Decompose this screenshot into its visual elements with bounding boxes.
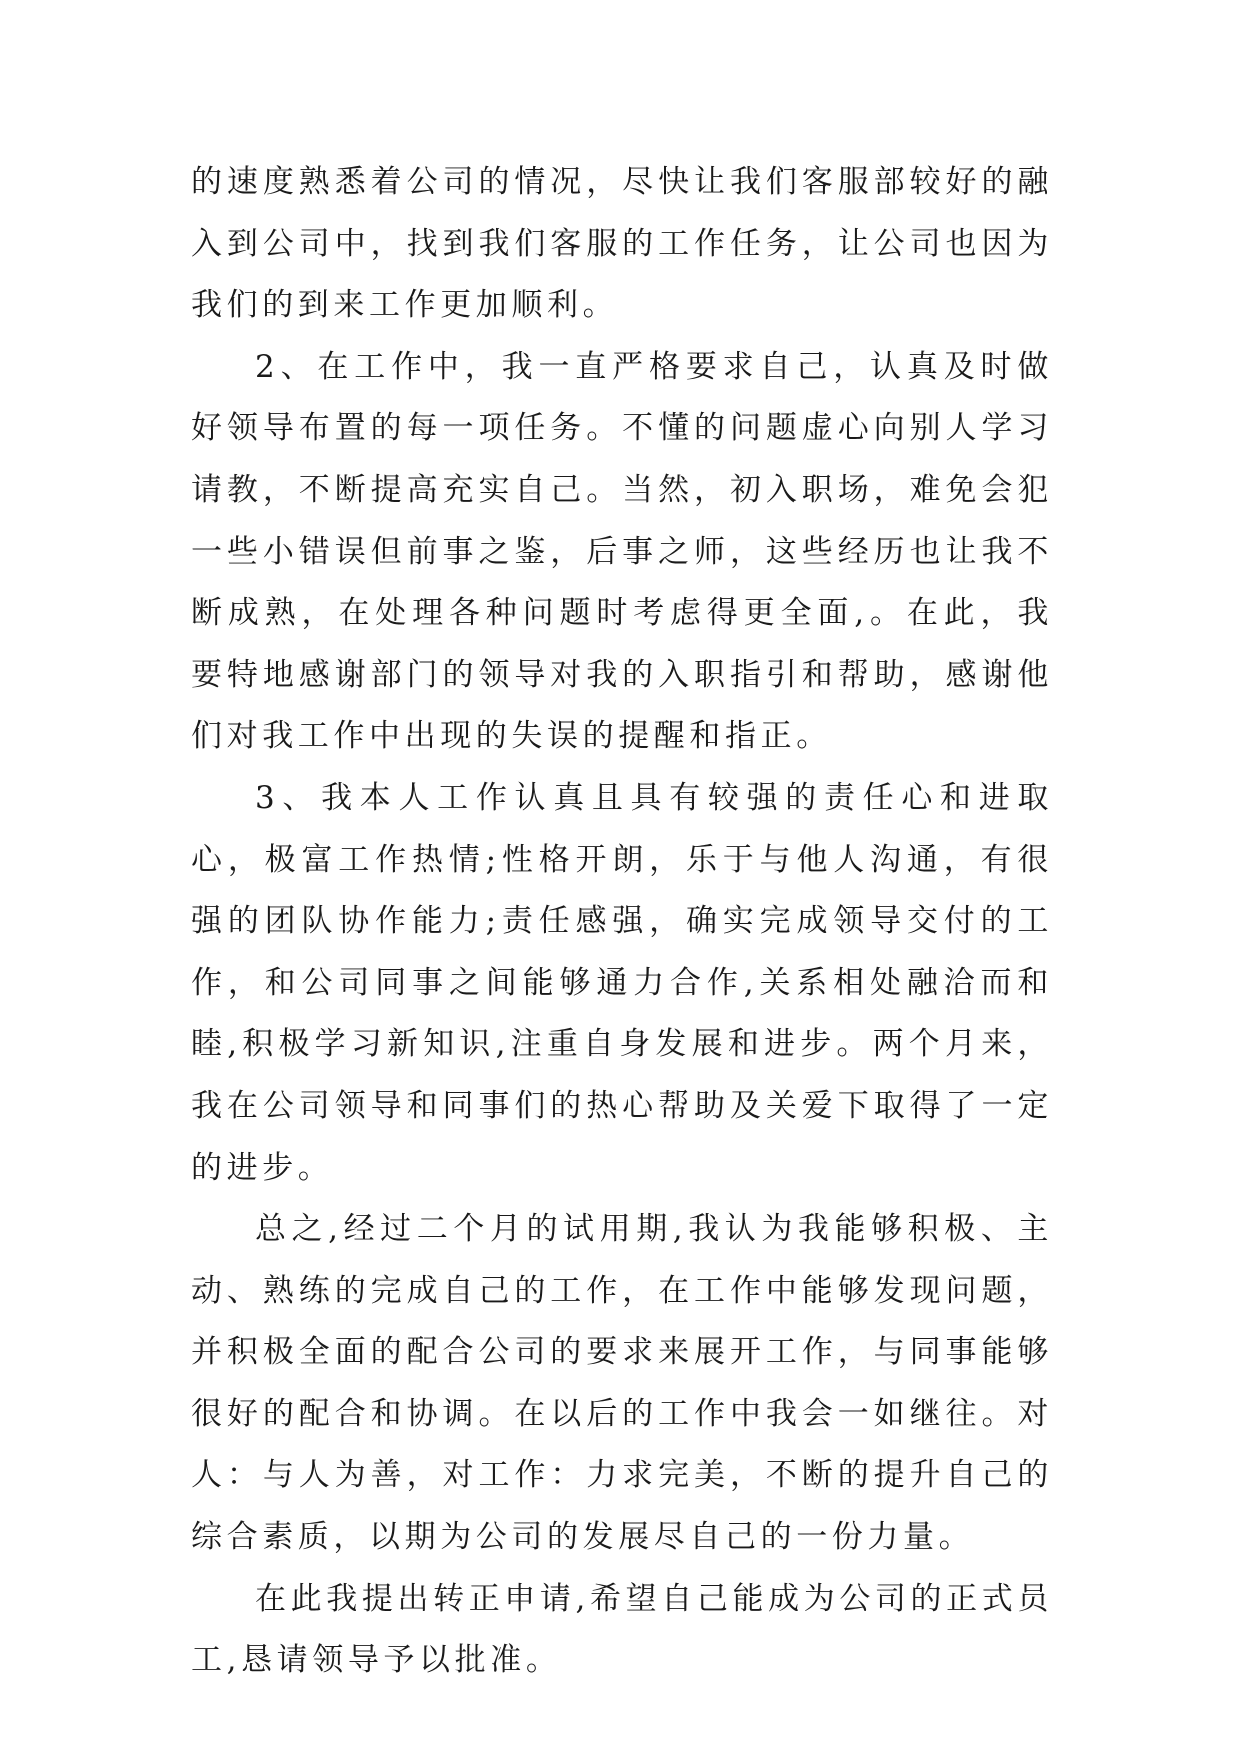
paragraph-continuation: 的速度熟悉着公司的情况，尽快让我们客服部较好的融入到公司中，找到我们客服的工作任务，让公司也因为我们的到来工作更加顺利。 xyxy=(191,164,1053,324)
paragraph-item-2: 2、在工作中，我一直严格要求自己，认真及时做好领导布置的每一项任务。不懂的问题虚心向别人学习请教，不断提高充实自己。当然，初入职场，难免会犯一些小错误但前事之鉴，后事之师，这些经历也让我不断成熟，在处理各种问题时考虑得更全面,。在此，我要特地感谢部门的领导对我的入职指引和帮助，感谢他们对我工作中出现的失误的提醒和指正。 xyxy=(191,348,1053,755)
body-text xyxy=(191,152,1053,1692)
paragraph-summary: 总之,经过二个月的试用期,我认为我能够积极、主动、熟练的完成自己的工作，在工作中能够发现问题，并积极全面的配合公司的要求来展开工作，与同事能够很好的配合和协调。在以后的工作中我会一如继往。对人：与人为善，对工作：力求完美，不断的提升自己的综合素质，以期为公司的发展尽自己的一份力量。 xyxy=(191,1211,1053,1556)
paragraph-request: 在此我提出转正申请,希望自己能成为公司的正式员工,恳请领导予以批准。 xyxy=(191,1580,1053,1679)
paragraph-item-3: 3、我本人工作认真且具有较强的责任心和进取心，极富工作热情;性格开朗，乐于与他人沟通，有很强的团队协作能力;责任感强，确实完成领导交付的工作，和公司同事之间能够通力合作,关系相处融洽而和睦,积极学习新知识,注重自身发展和进步。两个月来，我在公司领导和同事们的热心帮助及关爱下取得了一定的进步。 xyxy=(191,779,1053,1186)
